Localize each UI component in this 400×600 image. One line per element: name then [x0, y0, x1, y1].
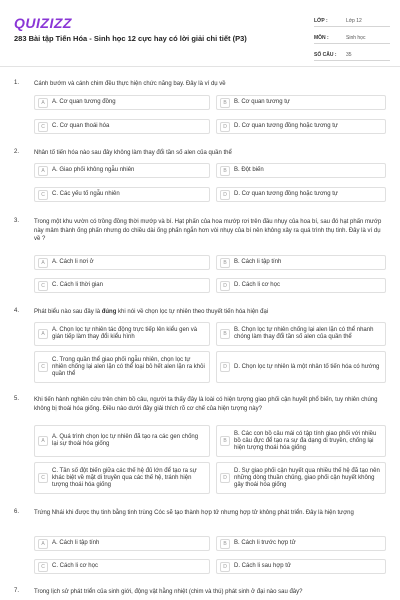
option-d[interactable] — [216, 351, 386, 383]
option-c[interactable] — [34, 559, 210, 574]
question-number: 1. — [14, 80, 20, 86]
option-text: A. Cách li tập tính — [52, 540, 100, 546]
option-b[interactable] — [216, 95, 386, 110]
option-letter: A — [38, 539, 48, 549]
question-text: Trong một khu vườn có trồng đồng thời mướp và bí. Hạt phấn của hoa mướp rơi trên đầu nhụy của hoa bí, sau đó hạt phấn mướp này mảm thành ống phấn nhưng do chiều dài ống phấn ngắn hơn vòi nhụy của bí nên không xảy ra quá trình thụ tinh. Đây là ví dụ về ? — [34, 219, 382, 242]
info-label: LỚP : — [314, 18, 328, 24]
question-text-part: Phát biểu nào sau đây là — [34, 309, 102, 315]
option-letter: C — [38, 473, 48, 483]
option-b[interactable] — [216, 536, 386, 551]
option-text: D. Cách li cơ học — [234, 282, 280, 288]
option-text: B. Đột biến — [234, 167, 264, 173]
option-text: D. Cơ quan tương đồng hoặc tương tự — [234, 123, 338, 129]
option-text: D. Chọn lọc tự nhiên là một nhân tố tiến hóa có hướng — [234, 363, 380, 370]
option-b[interactable] — [216, 255, 386, 270]
option-text: D. Cơ quan tương đồng hoặc tương tự — [234, 191, 338, 197]
header-divider — [0, 66, 400, 67]
option-text: C. Cơ quan thoái hóa — [52, 123, 110, 129]
question-text: Cánh bướm và cánh chim đều thực hiện chức năng bay. Đây là ví dụ về — [34, 81, 226, 87]
option-text: B. Cách li trước hợp tử — [234, 540, 296, 546]
option-letter: C — [38, 562, 48, 572]
option-text: C. Cách li cơ học — [52, 563, 98, 569]
info-row-subject — [314, 29, 390, 44]
question-text: Trong lịch sử phát triển của sinh giới, động vật hằng nhiệt (chim và thú) phát sinh ở đại nào sau đây? — [34, 589, 303, 595]
option-text: C. Tần số đột biến giữa các thế hệ đủ lớn để tạo ra sự khác biệt về mặt di truyền qua các thế hệ, tránh hiện tượng thoái hóa giống — [52, 467, 197, 488]
option-b[interactable] — [216, 163, 386, 178]
option-text: B. Cách li tập tính — [234, 259, 282, 265]
option-text: A. Quá trình chọn lọc tự nhiên đã tạo ra các gen chống lại sự thoái hóa giống — [52, 434, 199, 447]
option-letter: A — [38, 98, 48, 108]
option-text: C. Trong quần thể giao phối ngẫu nhiên, chọn lọc tự nhiên chống lại alen lặn có thể loại bỏ hết alen lặn ra khỏi quần thể — [52, 356, 205, 377]
option-letter: D — [220, 362, 230, 372]
option-text: B. Các con bồ câu mái có tập tính giao phối với nhiều bồ câu đực để tạo ra sự đa dạng di truyền, chống lại hiện tượng thoái hóa giống — [234, 430, 377, 451]
option-a[interactable] — [34, 322, 210, 346]
option-letter: A — [38, 166, 48, 176]
info-value: Lớp 12 — [346, 18, 362, 24]
option-a[interactable] — [34, 536, 210, 551]
option-letter: A — [38, 436, 48, 446]
question-number: 5. — [14, 396, 20, 402]
option-letter: D — [220, 281, 230, 291]
question-text: Nhân tố tiến hóa nào sau đây không làm thay đổi tần số alen của quần thể — [34, 150, 232, 156]
worksheet-title: 283 Bài tập Tiến Hóa - Sinh học 12 cực hay có lời giải chi tiết (P3) — [14, 34, 247, 43]
option-c[interactable] — [34, 278, 210, 293]
option-b[interactable] — [216, 322, 386, 346]
option-text: B. Chọn lọc tự nhiên chống lại alen lặn có thể nhanh chóng làm thay đổi tần số alen của quần thể — [234, 327, 374, 340]
option-text: B. Cơ quan tương tự — [234, 99, 290, 105]
question-text: Trứng Nhái khi được thụ tinh bằng tinh trùng Cóc sẽ tạo thành hợp tử nhưng hợp tử không phát triển. Đây là hiện tượng — [34, 510, 354, 516]
option-letter: B — [220, 436, 230, 446]
option-text: C. Các yếu tố ngẫu nhiên — [52, 191, 120, 197]
worksheet-header — [0, 0, 400, 64]
option-d[interactable] — [216, 559, 386, 574]
option-a[interactable] — [34, 95, 210, 110]
option-letter: D — [220, 122, 230, 132]
option-letter: B — [220, 258, 230, 268]
option-letter: B — [220, 98, 230, 108]
question-text — [34, 308, 386, 317]
question-text-part: khi nói về chọn lọc tự nhiên theo thuyết tiến hóa hiện đại — [116, 309, 269, 315]
option-letter: B — [220, 329, 230, 339]
option-letter: C — [38, 122, 48, 132]
option-text: A. Cách li nơi ở — [52, 259, 94, 265]
option-d[interactable] — [216, 462, 386, 494]
worksheet-info — [314, 12, 390, 63]
option-letter: A — [38, 329, 48, 339]
option-c[interactable] — [34, 119, 210, 134]
info-value: 35 — [346, 52, 352, 58]
question-text-emphasis: đúng — [101, 309, 117, 315]
option-c[interactable] — [34, 351, 210, 383]
question-text: Khi tiến hành nghiên cứu trên chim bồ câu, người ta thấy đây là loài có hiện tượng giao phối cận huyết phổ biến, tuy nhiên chúng không bị thoái hóa giống. Điều nào dưới đây giải thích rõ cơ chế của hiện tượng này? — [34, 397, 378, 412]
question-number: 7. — [14, 588, 20, 594]
question-number: 3. — [14, 218, 20, 224]
option-d[interactable] — [216, 278, 386, 293]
info-label: SỐ CÂU : — [314, 52, 337, 58]
option-text: D. Cách li sau hợp tử — [234, 563, 291, 569]
option-c[interactable] — [34, 187, 210, 202]
option-letter: C — [38, 190, 48, 200]
option-letter: B — [220, 539, 230, 549]
option-text: A. Cơ quan tương đồng — [52, 99, 116, 105]
info-value: Sinh học — [346, 35, 366, 41]
option-a[interactable] — [34, 255, 210, 270]
option-text: A. Chọn lọc tự nhiên tác động trực tiếp lên kiểu gen và gián tiếp làm thay đổi kiểu hình — [52, 327, 198, 340]
question-number: 2. — [14, 149, 20, 155]
info-row-count — [314, 46, 390, 61]
info-row-class — [314, 12, 390, 27]
option-letter: D — [220, 473, 230, 483]
quizizz-logo: QUIZIZZ — [14, 15, 72, 31]
option-text: D. Sự giao phối cận huyết qua nhiều thế hệ đã tạo nên những dòng thuần chủng, giao phối cận huyết không gây thoái hóa giống — [234, 467, 380, 488]
option-letter: C — [38, 362, 48, 372]
option-a[interactable] — [34, 163, 210, 178]
option-c[interactable] — [34, 462, 210, 494]
option-letter: D — [220, 562, 230, 572]
option-d[interactable] — [216, 187, 386, 202]
option-letter: D — [220, 190, 230, 200]
option-letter: C — [38, 281, 48, 291]
option-text: C. Cách li thời gian — [52, 282, 103, 288]
option-text: A. Giao phối không ngẫu nhiên — [52, 167, 135, 173]
option-letter: A — [38, 258, 48, 268]
question-number: 6. — [14, 509, 20, 515]
question-number: 4. — [14, 308, 20, 314]
option-a[interactable] — [34, 425, 210, 457]
info-label: MÔN : — [314, 35, 329, 41]
option-b[interactable] — [216, 425, 386, 457]
option-letter: B — [220, 166, 230, 176]
option-d[interactable] — [216, 119, 386, 134]
